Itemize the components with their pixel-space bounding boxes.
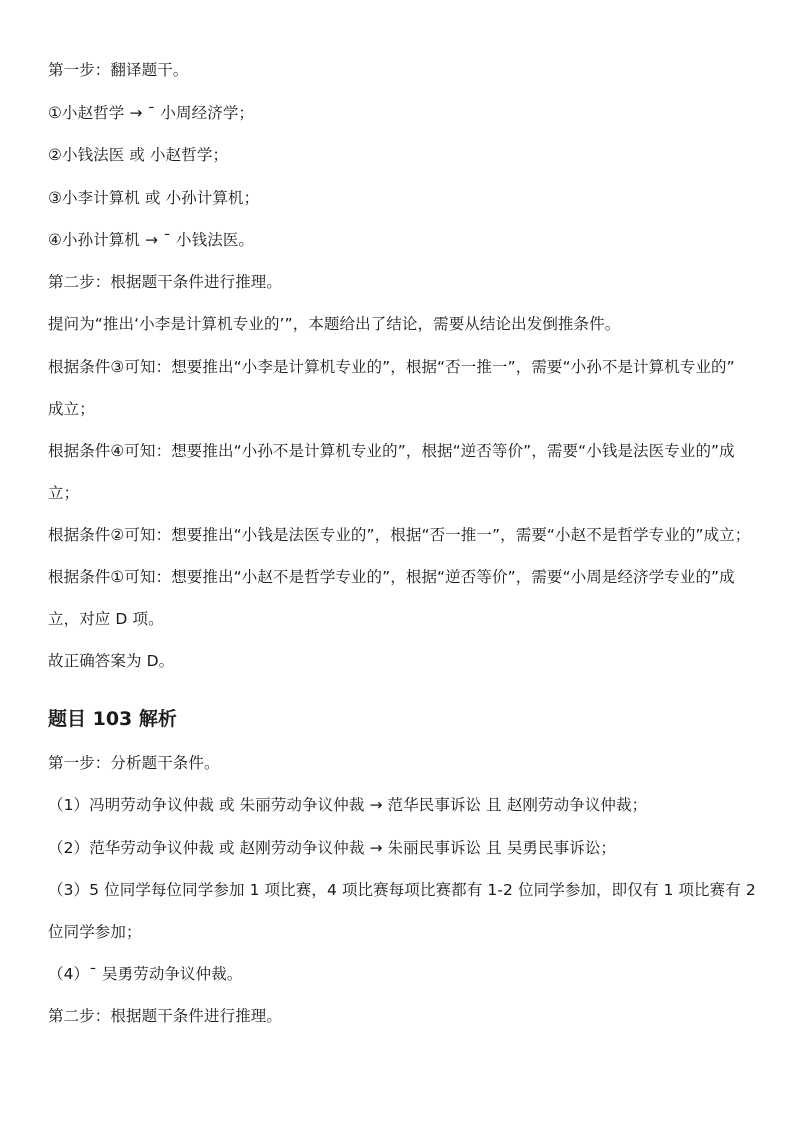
- paragraph-line: 第一步：分析题干条件。: [48, 754, 220, 772]
- condition-2: （2）范华劳动争议仲裁 或 赵刚劳动争议仲裁 → 朱丽民事诉讼 且 吴勇民事诉讼；: [48, 839, 617, 857]
- condition-1: （1）冯明劳动争议仲裁 或 朱丽劳动争议仲裁 → 范华民事诉讼 且 赵刚劳动争议仲裁；: [48, 796, 648, 814]
- answer-line: 故正确答案为 D。: [48, 652, 175, 670]
- paragraph-line: 第二步：根据题干条件进行推理。: [48, 273, 283, 291]
- condition-3: ③小李计算机 或 小孙计算机；: [48, 189, 260, 207]
- section-heading: 题目 103 解析: [48, 708, 177, 730]
- paragraph-line: 成立；: [48, 400, 95, 418]
- condition-4: ④小孙计算机 → ¯ 小钱法医。: [48, 231, 255, 249]
- paragraph-line: 根据条件①可知：想要推出“小赵不是哲学专业的”，根据“逆否等价”，需要“小周是经济学专业的”成: [48, 568, 735, 586]
- paragraph-line: 立；: [48, 484, 80, 502]
- paragraph-line: 根据条件④可知：想要推出“小孙不是计算机专业的”，根据“逆否等价”，需要“小钱是法医专业的”成: [48, 442, 735, 460]
- paragraph-line: 根据条件②可知：想要推出“小钱是法医专业的”，根据“否一推一”，需要“小赵不是哲学专业的”成立；: [48, 526, 751, 544]
- paragraph-line: 立，对应 D 项。: [48, 610, 164, 628]
- paragraph-line: 提问为“推出‘小李是计算机专业的’”，本题给出了结论，需要从结论出发倒推条件。: [48, 315, 621, 333]
- condition-3-continued: 位同学参加；: [48, 923, 142, 941]
- condition-3: （3）5 位同学每位同学参加 1 项比赛，4 项比赛每项比赛都有 1-2 位同学参加，即仅有 1 项比赛有 2: [48, 881, 756, 899]
- paragraph-line: 根据条件③可知：想要推出“小李是计算机专业的”，根据“否一推一”，需要“小孙不是计算机专业的”: [48, 358, 735, 376]
- condition-1: ①小赵哲学 → ¯ 小周经济学；: [48, 104, 255, 122]
- condition-2: ②小钱法医 或 小赵哲学；: [48, 146, 229, 164]
- paragraph-line: 第二步：根据题干条件进行推理。: [48, 1007, 283, 1025]
- paragraph-line: 第一步：翻译题干。: [48, 61, 189, 79]
- condition-4: （4）¯ 吴勇劳动争议仲裁。: [48, 965, 243, 983]
